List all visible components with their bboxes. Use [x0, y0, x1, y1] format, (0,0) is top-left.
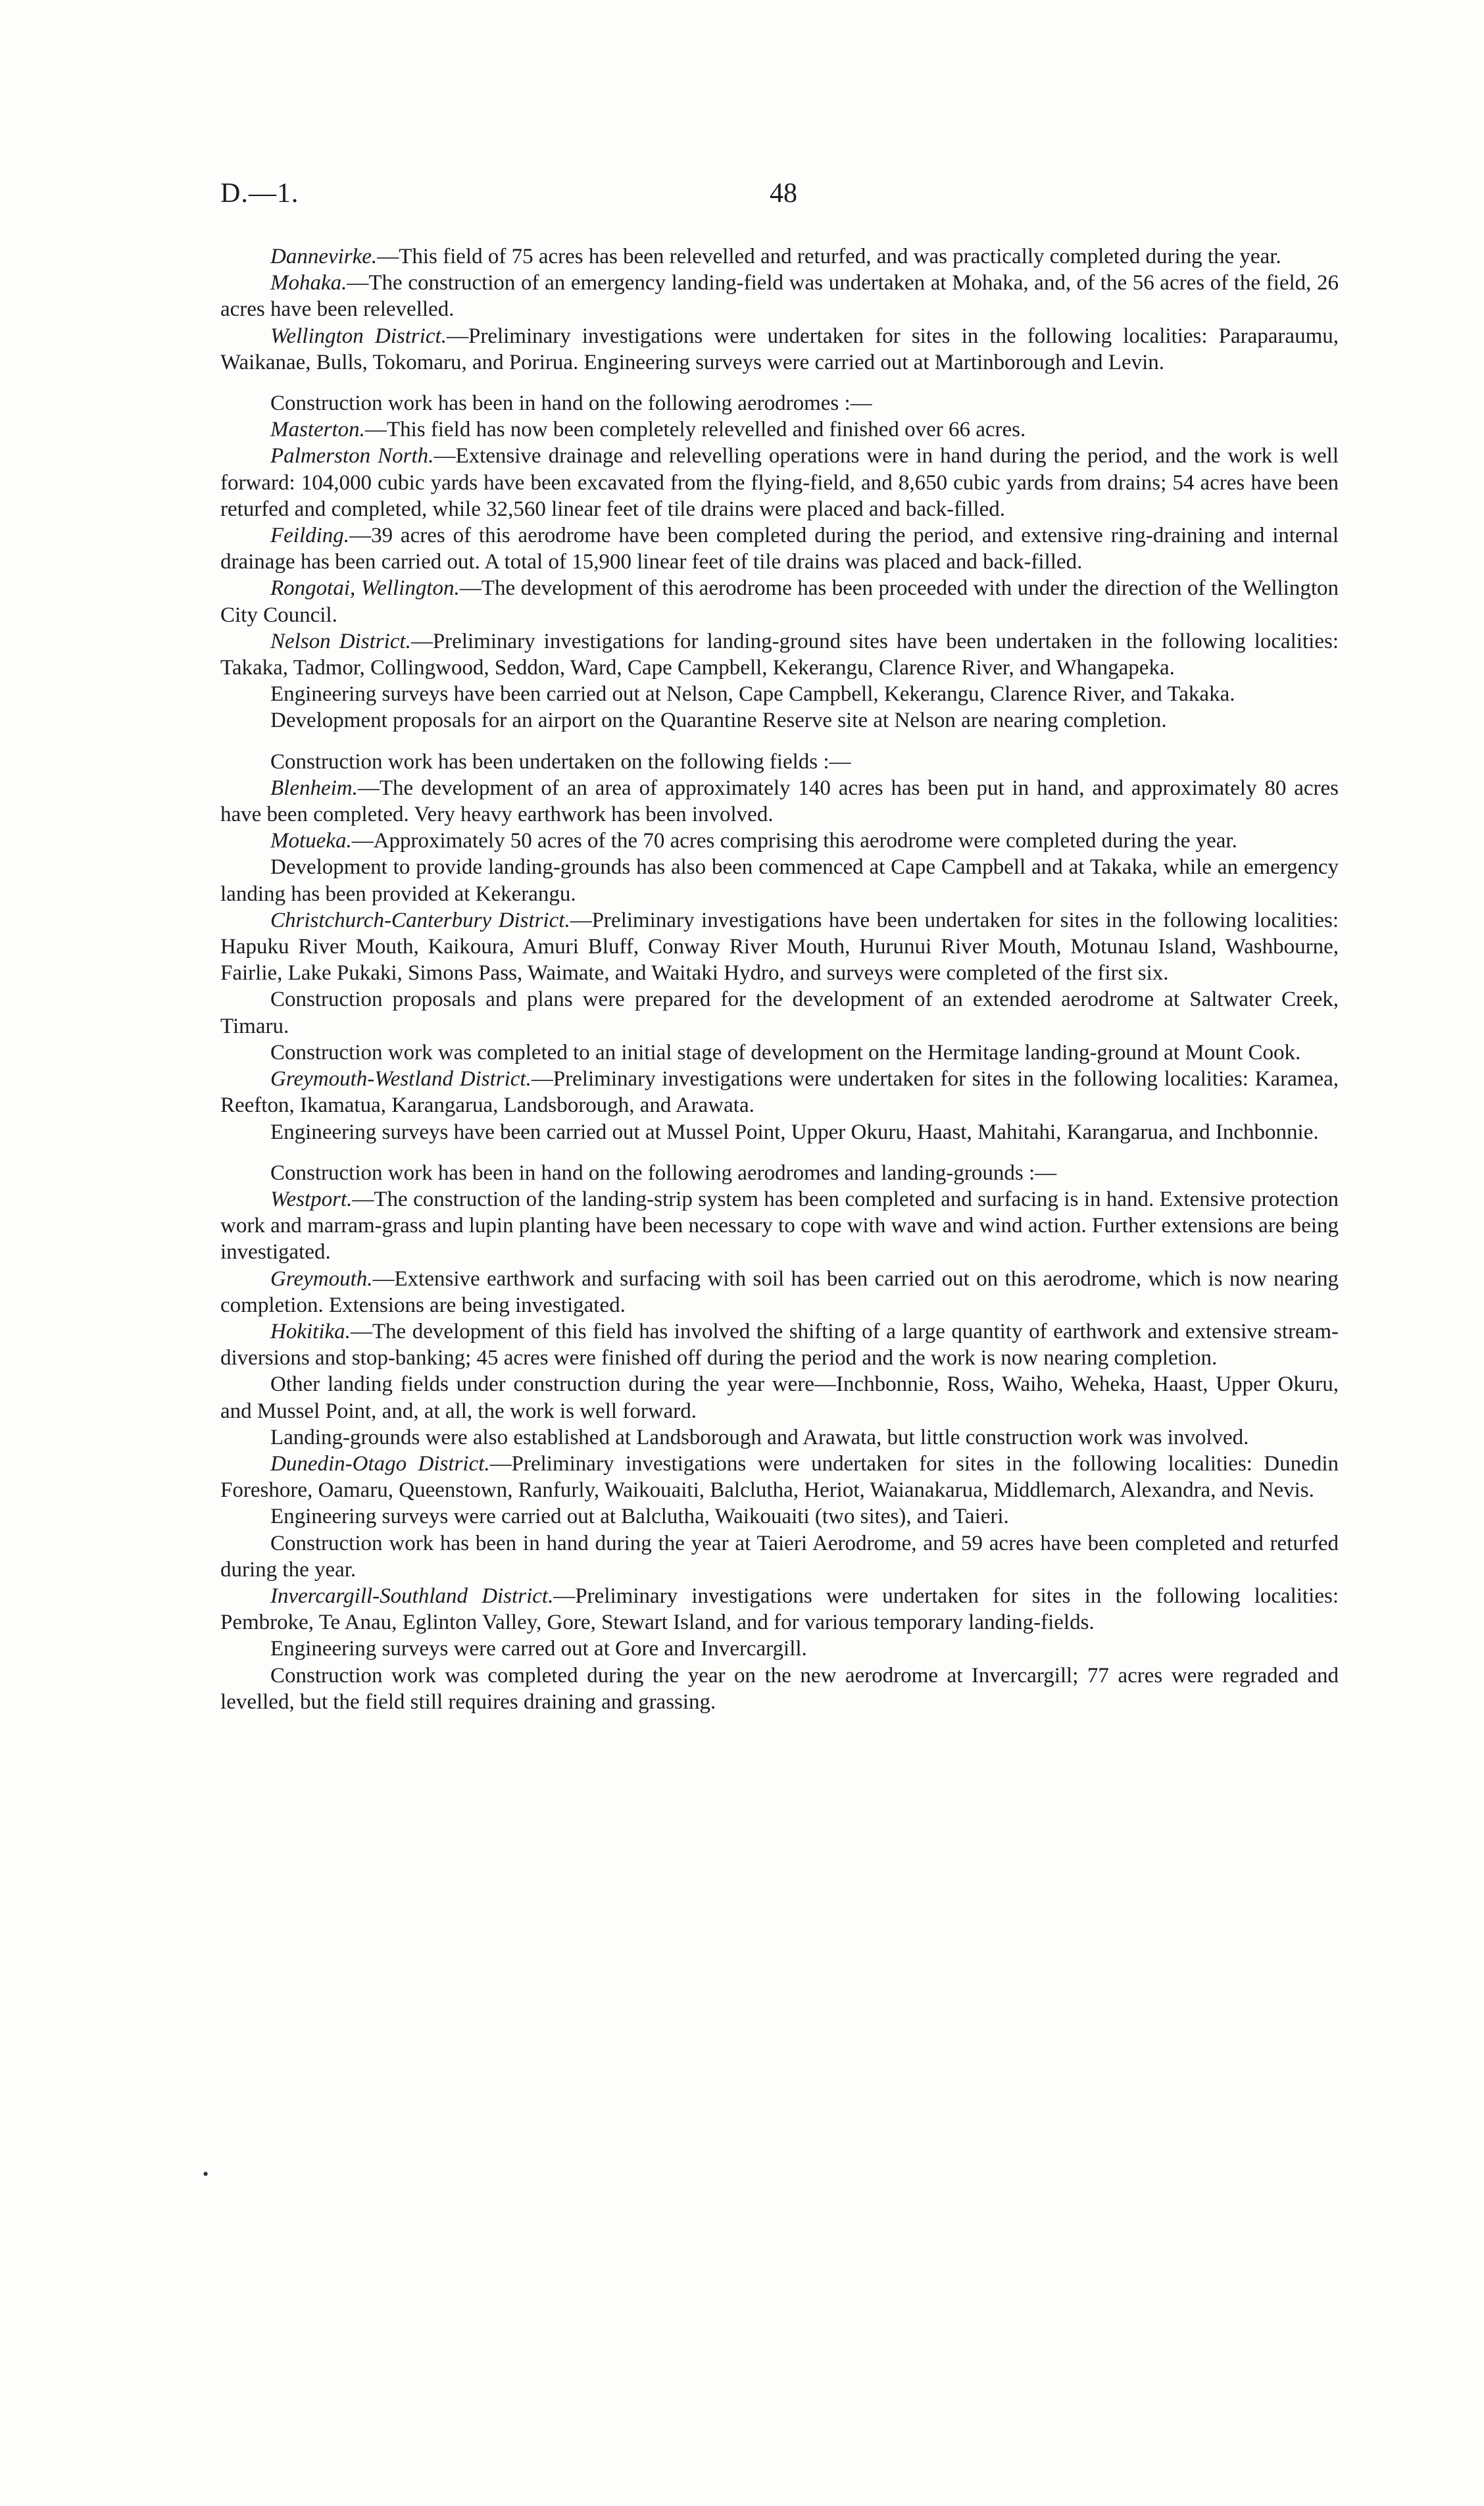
paragraph [220, 1663, 1339, 1715]
paragraph-text: —The development of an area of approximately 140 acres has been put in hand, and approximately 80 acres have been completed. Very heavy earthwork has been involved. [220, 776, 1339, 827]
paragraph-heading: Mohaka. [270, 271, 347, 295]
paragraph-text: Construction work was completed during the year on the new aerodrome at Invercargill; 77 acres were regraded and levelled, but the field still requires draining and grassing. [220, 1663, 1339, 1714]
paragraph [220, 243, 1339, 270]
paragraph [220, 1160, 1339, 1186]
paragraph-text: —Preliminary investigations were undertaken for sites in the following localities: Paraparaumu, Waikanae, Bulls, Tokomaru, and Porirua. Engineering surveys were carried out at Martinborough and Levin. [220, 324, 1339, 374]
paragraph [220, 323, 1339, 376]
paragraph-text: Engineering surveys were carried out at Balclutha, Waikouaiti (two sites), and Taieri. [270, 1505, 1009, 1529]
paragraph-heading: Dunedin-Otago District. [270, 1451, 490, 1476]
paragraph-text: —The development of this aerodrome has been proceeded with under the direction of the Wellington City Council. [220, 576, 1339, 627]
paragraph [220, 1503, 1339, 1530]
document-reference: D.—1. [220, 178, 299, 209]
paragraph-text: Development to provide landing-grounds has also been commenced at Cape Campbell and at Takaka, while an emergency landing has been provided at Kekerangu. [220, 855, 1339, 906]
paragraph-text: —Preliminary investigations were undertaken for sites in the following localities: Pembroke, Te Anau, Eglinton Valley, Gore, Stewart Island, and for various temporary landing-fields. [220, 1584, 1339, 1635]
paragraph-heading: Rongotai, Wellington. [270, 576, 460, 601]
paragraph-text: —Approximately 50 acres of the 70 acres comprising this aerodrome were completed during the year. [351, 829, 1237, 853]
paragraph-text: Construction work has been in hand on the following aerodromes and landing-grounds :— [270, 1161, 1057, 1185]
paragraph-text: —39 acres of this aerodrome have been completed during the period, and extensive ring-draining and internal drainage has been carried out. A total of 15,900 linear feet of tile drains was placed and back-filled. [220, 524, 1339, 574]
paragraph [220, 628, 1339, 681]
paragraph-text: —Extensive earthwork and surfacing with soil has been carried out on this aerodrome, which is now nearing completion. Extensions are being investigated. [220, 1266, 1339, 1317]
paragraph-text: Engineering surveys have been carried out at Mussel Point, Upper Okuru, Haast, Mahitahi, Karangarua, and Inchbonnie. [270, 1120, 1319, 1144]
paragraph-text: Other landing fields under construction during the year were—Inchbonnie, Ross, Waiho, Weheka, Haast, Upper Okuru, and Mussel Point, and, at all, the work is well forward. [220, 1372, 1339, 1423]
paragraph [220, 828, 1339, 854]
paragraph [220, 575, 1339, 628]
paragraph-heading: Wellington District. [270, 324, 447, 348]
paragraph [220, 416, 1339, 443]
paragraph [220, 522, 1339, 575]
paragraph [220, 1451, 1339, 1503]
paragraph [220, 1583, 1339, 1636]
paragraph-text: —Preliminary investigations have been undertaken for sites in the following localities: Hapuku River Mouth, Kaikoura, Amuri Bluff, Conway River Mouth, Hurunui River Mouth, Motunau Island, Washbourne, Fairlie, Lake Pukaki, Simons Pass, Waimate, and Waitaki Hydro, and surveys were completed of the first six. [220, 908, 1339, 986]
paragraph [220, 1066, 1339, 1118]
paragraph-text: —The development of this field has involved the shifting of a large quantity of earthwork and extensive stream-diversions and stop-banking; 45 acres were finished off during the period and the work is now nearing completion. [220, 1319, 1339, 1370]
paragraph [220, 1530, 1339, 1583]
paragraph-text: Construction work was completed to an initial stage of development on the Hermitage landing-ground at Mount Cook. [270, 1040, 1301, 1065]
paragraph [220, 1266, 1339, 1318]
paragraph-heading: Motueka. [270, 829, 352, 853]
paragraph [220, 270, 1339, 322]
report-body [220, 243, 1339, 1715]
paragraph-text: Landing-grounds were also established at Landsborough and Arawata, but little construction work was involved. [270, 1425, 1249, 1449]
paragraph-text: Development proposals for an airport on the Quarantine Reserve site at Nelson are nearing completion. [270, 709, 1167, 733]
paragraph [220, 681, 1339, 707]
paragraph-text: —The construction of an emergency landing-field was undertaken at Mohaka, and, of the 56 acres of the field, 26 acres have been relevelled. [220, 271, 1339, 322]
paragraph-heading: Christchurch-Canterbury District. [270, 908, 570, 932]
paragraph-text: —The construction of the landing-strip system has been completed and surfacing is in hand. Extensive protection work and marram-grass and lupin planting have been necessary to cope with wave and wind action. Further extensions are being investigated. [220, 1187, 1339, 1265]
paragraph [220, 986, 1339, 1039]
paragraph-heading: Hokitika. [270, 1319, 351, 1343]
paragraph-heading: Blenheim. [270, 776, 358, 800]
paragraph [220, 1186, 1339, 1266]
paragraph-text: —This field has now been completely relevelled and finished over 66 acres. [364, 418, 1026, 442]
paragraph [220, 1371, 1339, 1424]
page-header [0, 178, 1484, 217]
paragraph-heading: Feilding. [270, 524, 350, 548]
paragraph-text: Construction work has been undertaken on the following fields :— [270, 749, 851, 774]
paragraph-text: —Preliminary investigations were undertaken for sites in the following localities: Karamea, Reefton, Ikamatua, Karangarua, Landsborough, and Arawata. [220, 1067, 1339, 1118]
paragraph [220, 749, 1339, 775]
paragraph [220, 707, 1339, 734]
paragraph [220, 854, 1339, 907]
paragraph-text: Engineering surveys have been carried out at Nelson, Cape Campbell, Kekerangu, Clarence River, and Takaka. [270, 682, 1235, 707]
paragraph-text: —This field of 75 acres has been relevelled and returfed, and was practically completed during the year. [377, 245, 1281, 268]
paragraph-text: —Preliminary investigations for landing-ground sites have been undertaken in the following localities: Takaka, Tadmor, Collingwood, Seddon, Ward, Cape Campbell, Kekerangu, Clarence River, and Whangapeka. [220, 629, 1339, 680]
paragraph-heading: Invercargill-Southland District. [270, 1584, 554, 1608]
paragraph [220, 775, 1339, 828]
paragraph-heading: Palmerston North. [270, 444, 434, 468]
paragraph-text: Engineering surveys were carred out at Gore and Invercargill. [270, 1637, 807, 1661]
paragraph-text: Construction work has been in hand during the year at Taieri Aerodrome, and 59 acres have been completed and returfed during the year. [220, 1531, 1339, 1582]
paragraph [220, 1636, 1339, 1662]
paragraph-heading: Masterton. [270, 418, 365, 442]
paragraph-text: Construction work has been in hand on the following aerodromes :— [270, 391, 872, 416]
paragraph-heading: Nelson District. [270, 629, 411, 653]
paragraph [220, 1040, 1339, 1066]
margin-mark: • [203, 2165, 209, 2184]
paragraph [220, 1424, 1339, 1451]
paragraph-text: —Extensive drainage and relevelling operations were in hand during the period, and the work is well forward: 104,000 cubic yards have been excavated from the flying-field, and 8,650 cubic yards from drains; 54 acres have been returfed and completed, while 32,560 linear feet of tile drains were placed and back-filled. [220, 444, 1339, 521]
paragraph-heading: Westport. [270, 1187, 353, 1211]
paragraph [220, 907, 1339, 987]
page-number: 48 [770, 178, 797, 209]
paragraph [220, 1119, 1339, 1145]
paragraph [220, 1318, 1339, 1371]
paragraph-text: —Preliminary investigations were undertaken for sites in the following localities: Dunedin Foreshore, Oamaru, Queenstown, Ranfurly, Waikouaiti, Balclutha, Heriot, Waianakarua, Middlemarch, Alexandra, and Nevis. [220, 1451, 1339, 1503]
paragraph [220, 390, 1339, 416]
paragraph [220, 443, 1339, 522]
paragraph-text: Construction proposals and plans were prepared for the development of an extended aerodrome at Saltwater Creek, Timaru. [220, 988, 1339, 1038]
paragraph-heading: Greymouth. [270, 1266, 373, 1291]
paragraph-heading: Dannevirke. [270, 245, 378, 268]
paragraph-heading: Greymouth-Westland District. [270, 1067, 532, 1091]
